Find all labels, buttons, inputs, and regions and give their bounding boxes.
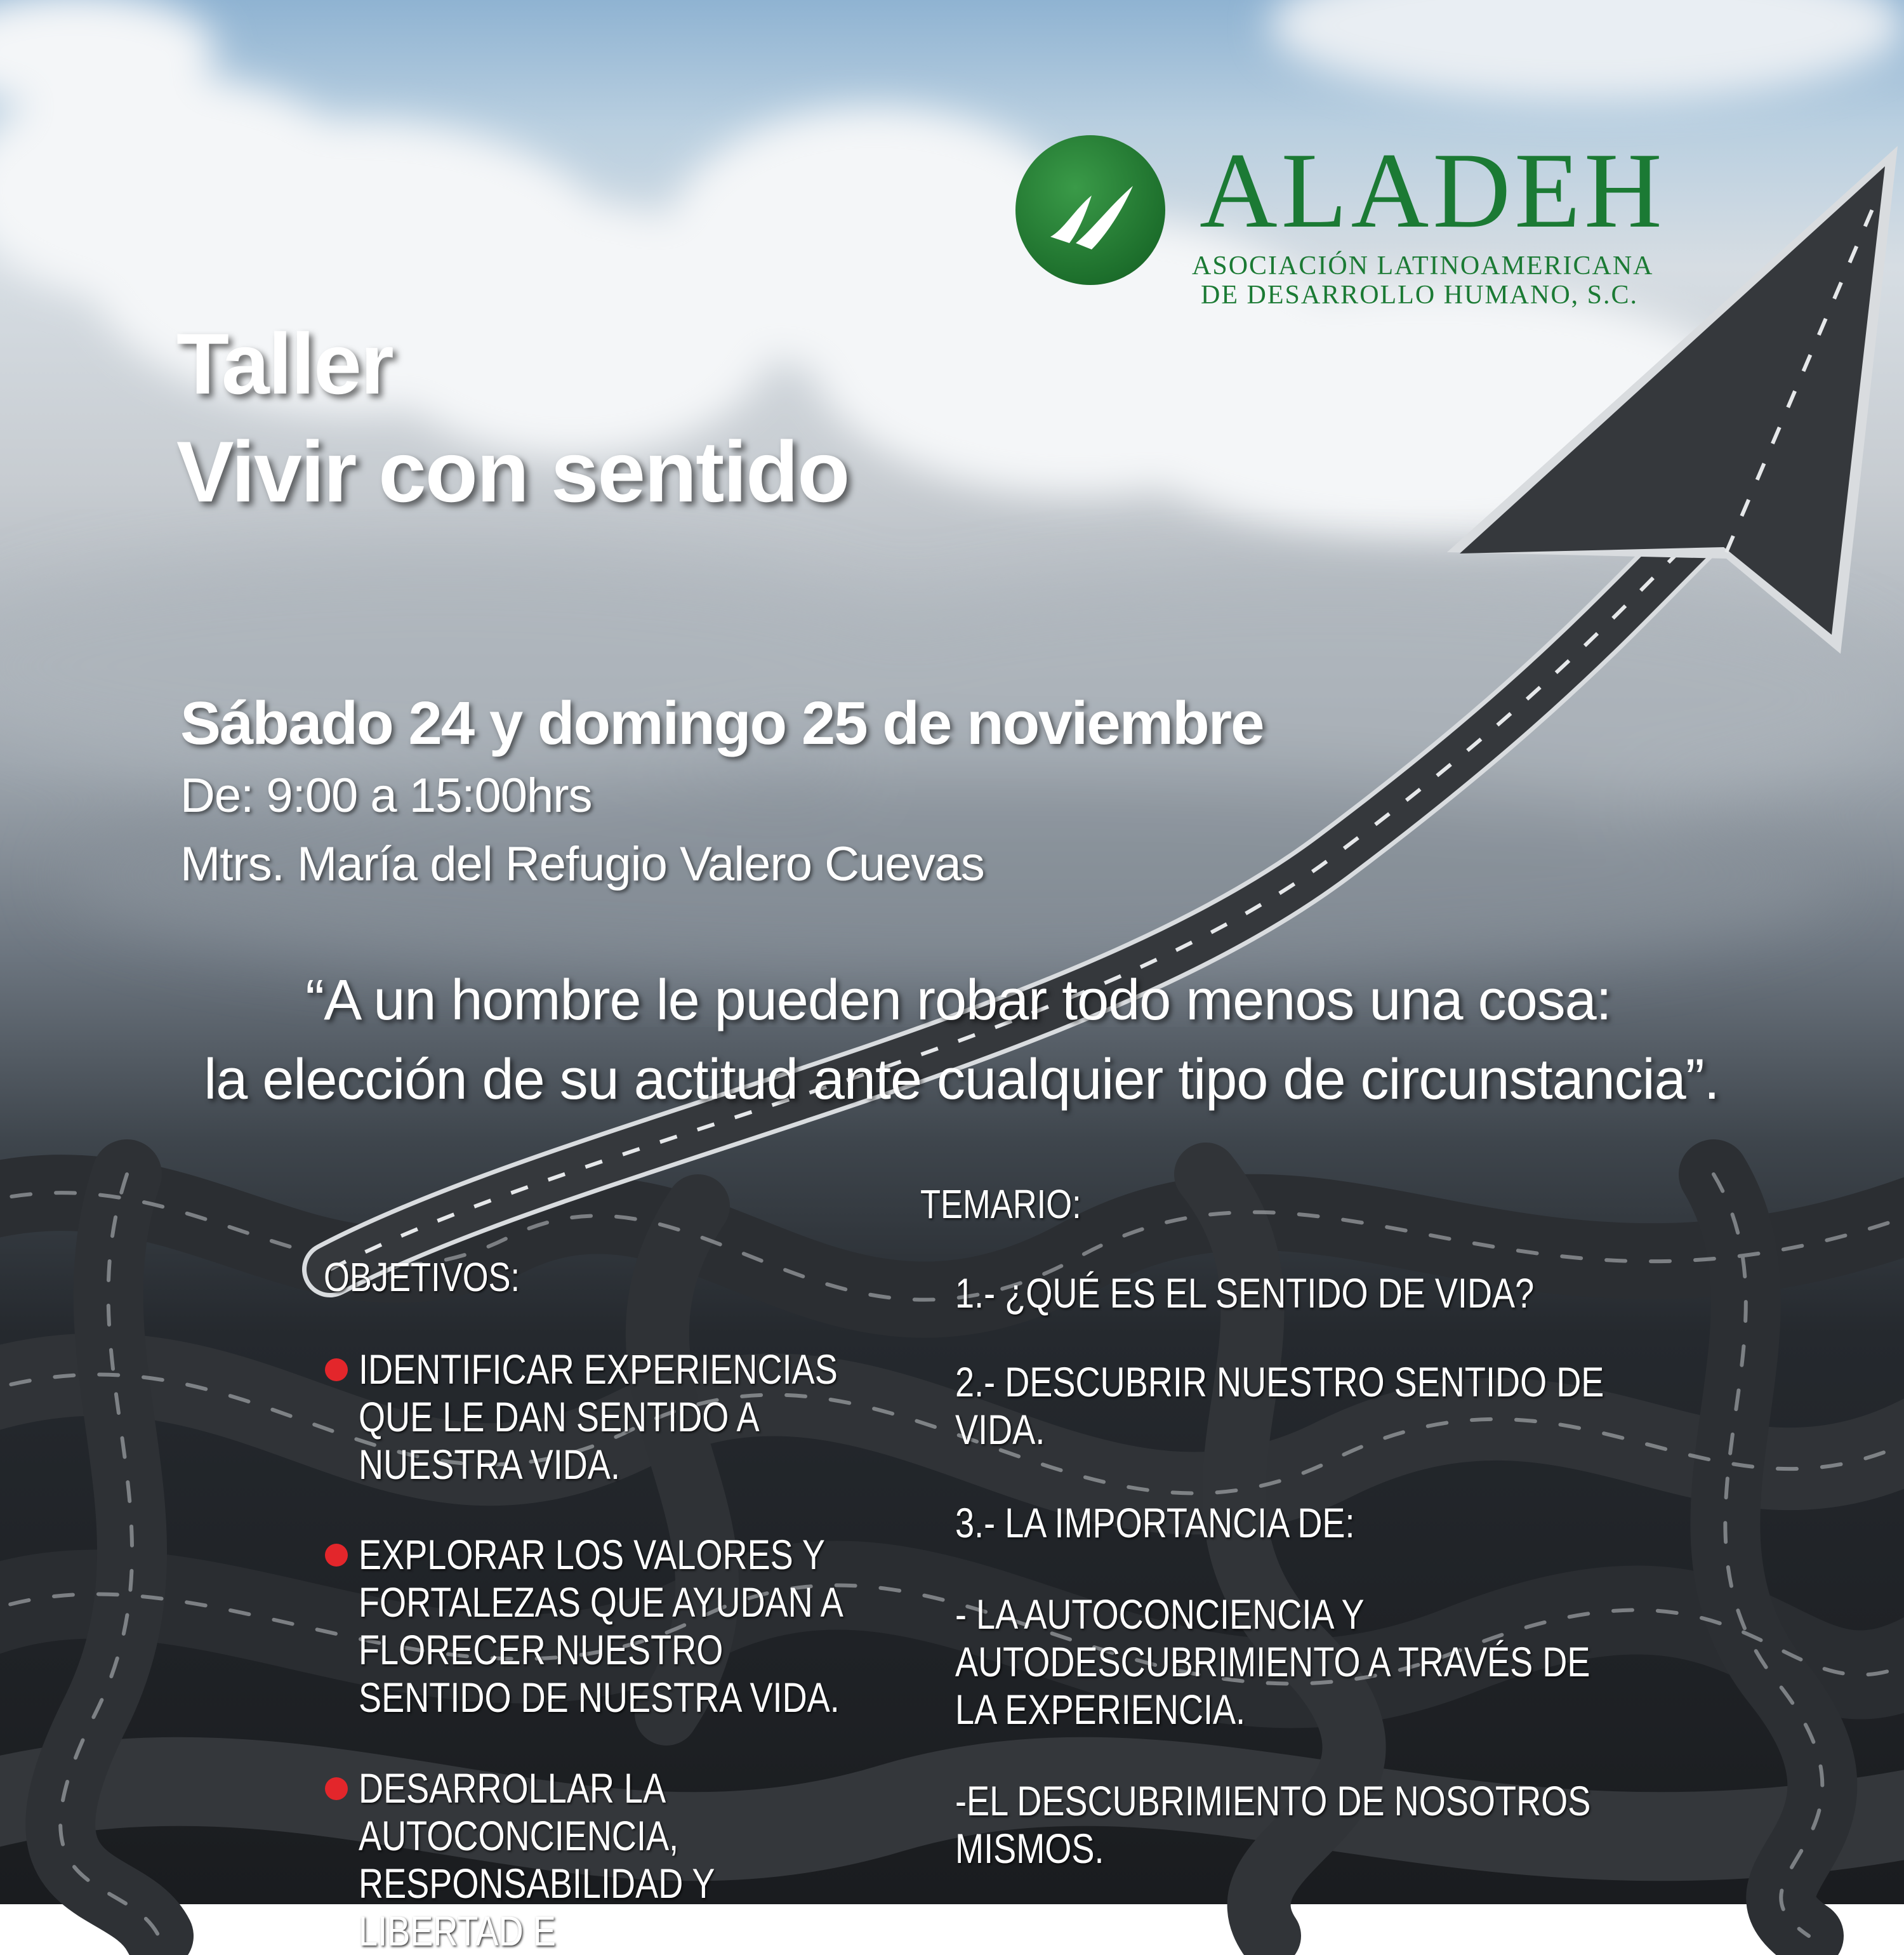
aladeh-logo	[1015, 130, 1802, 321]
objetivos-heading: OBJETIVOS:	[324, 1254, 520, 1300]
temario-item: 2.- DESCUBRIR NUESTRO SENTIDO DE VIDA.	[955, 1358, 1604, 1453]
title-line1: Taller	[176, 315, 393, 412]
bullet-icon	[325, 1544, 348, 1567]
objetivo-item: DESARROLLAR LA AUTOCONCIENCIA, RESPONSABILIDAD Y LIBERTAD E	[359, 1765, 715, 1954]
event-date: Sábado 24 y domingo 25 de noviembre	[180, 689, 1264, 757]
event-speaker: Mtrs. María del Refugio Valero Cuevas	[180, 837, 984, 891]
objetivo-item: IDENTIFICAR EXPERIENCIAS QUE LE DAN SENTIDO A NUESTRA VIDA.	[359, 1346, 838, 1488]
temario-item: -EL DESCUBRIMIENTO DE NOSOTROS MISMOS.	[955, 1777, 1591, 1872]
bullet-icon	[325, 1777, 348, 1800]
objetivo-item: EXPLORAR LOS VALORES Y FORTALEZAS QUE AYUDAN A FLORECER NUESTRO SENTIDO DE NUESTRA VIDA.	[359, 1531, 842, 1721]
logo-emblem-icon	[1015, 135, 1165, 285]
quote-line2: la elección de su actitud ante cualquier tipo de circunstancia”.	[204, 1048, 1719, 1111]
event-time: De: 9:00 a 15:00hrs	[180, 769, 592, 823]
temario-heading: TEMARIO:	[920, 1181, 1081, 1227]
temario-item: - LA AUTOCONCIENCIA Y AUTODESCUBRIMIENTO A TRAVÉS DE LA EXPERIENCIA.	[955, 1591, 1590, 1733]
tangled-roads	[0, 1174, 1904, 1936]
title-line2: Vivir con sentido	[176, 423, 849, 520]
logo-subtitle-line1: ASOCIACIÓN LATINOAMERICANA	[1192, 251, 1654, 281]
quote-line1: “A un hombre le pueden robar todo menos una cosa:	[305, 969, 1611, 1032]
logo-subtitle-line2: DE DESARROLLO HUMANO, S.C.	[1201, 281, 1639, 310]
logo-name: ALADEH	[1200, 131, 1666, 250]
temario-item: 1.- ¿QUÉ ES EL SENTIDO DE VIDA?	[955, 1269, 1535, 1316]
bullet-icon	[325, 1358, 348, 1381]
temario-item: 3.- LA IMPORTANCIA DE:	[955, 1499, 1355, 1546]
